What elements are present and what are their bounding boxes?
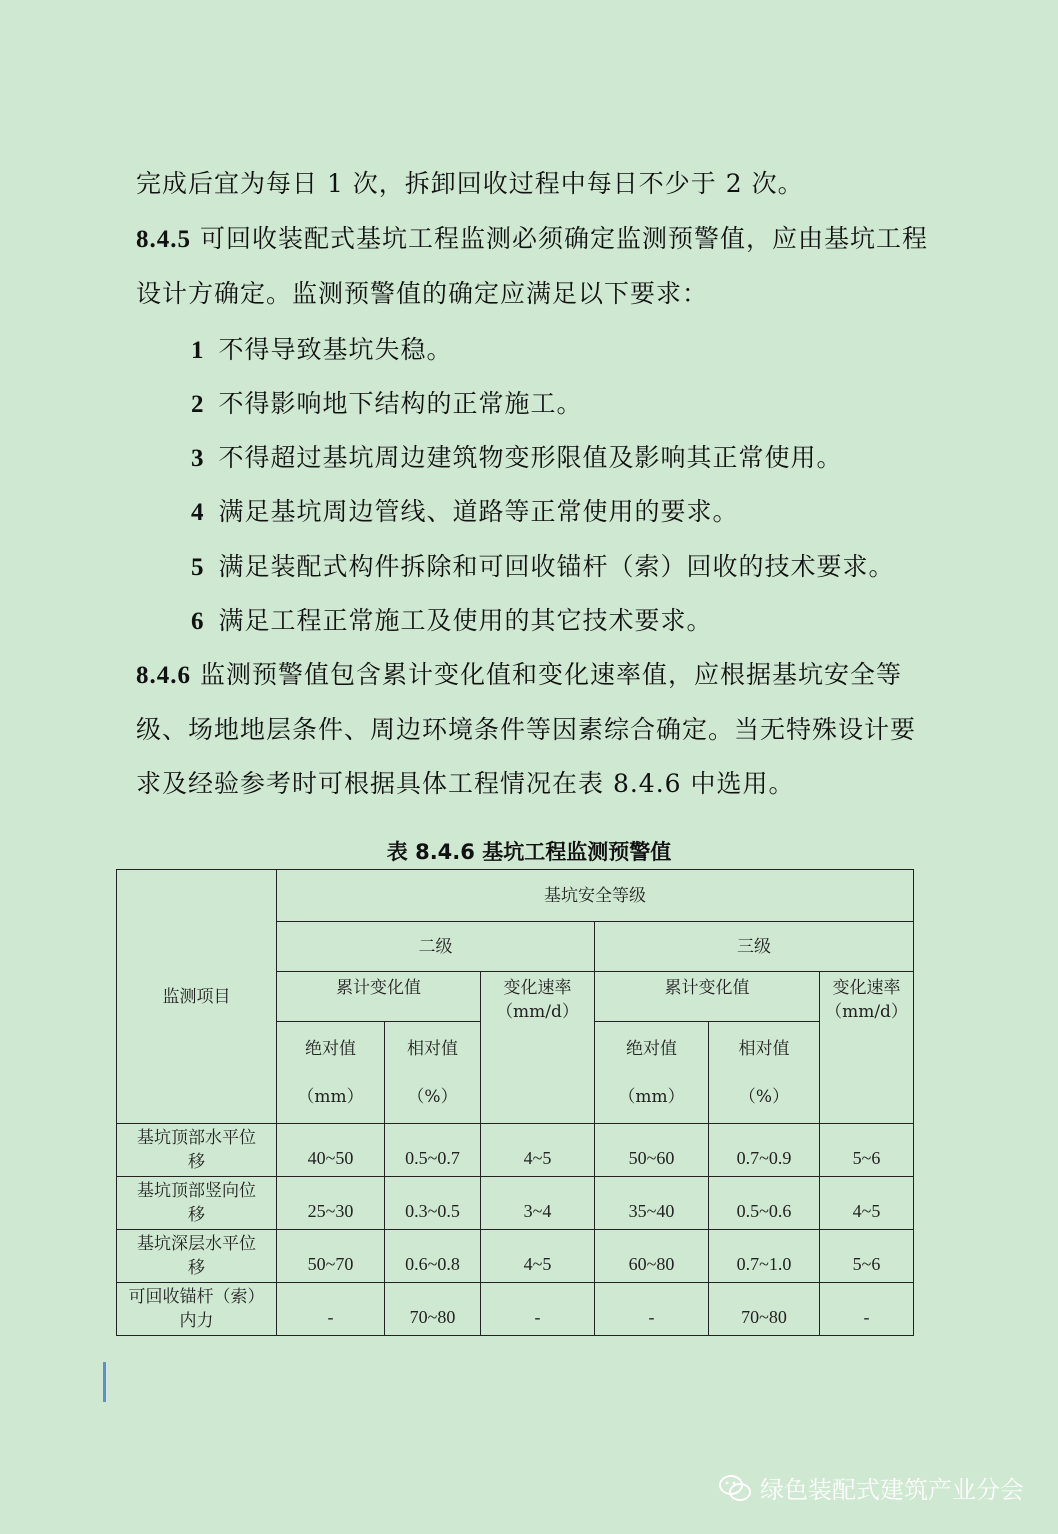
relative-unit: （%） [738,1086,790,1107]
cell-value: 50~70 [277,1230,385,1283]
row-label: 可回收锚杆（索） 内力 [117,1283,277,1336]
header-grade-2: 二级 [277,922,595,972]
cell-value: 0.7~1.0 [709,1230,820,1283]
cell-value: 5~6 [820,1230,914,1283]
list-item [191,606,713,637]
table-row [117,1283,914,1336]
cell-value: 0.6~0.8 [385,1230,481,1283]
relative-label: 相对值 [407,1038,458,1059]
clause-text: 可回收装配式基坑工程监测必须确定监测预警值，应由基坑工程设计方确定。监测预警值的确定应满足以下要求： [136,224,928,308]
cell-value: 40~50 [277,1124,385,1177]
list-item [191,497,739,528]
rate-line1: 变化速率 [832,978,901,998]
cell-value: 0.5~0.7 [385,1124,481,1177]
cell-value: - [820,1283,914,1336]
cell-value: 5~6 [820,1124,914,1177]
clause-number: 8.4.5 [136,226,191,253]
rate-line1: 变化速率 [503,978,572,998]
wechat-icon [718,1473,752,1503]
cell-value: 4~5 [820,1177,914,1230]
clause-8-4-5 [136,212,936,321]
absolute-unit: （mm） [618,1086,685,1107]
rate-line2: （mm/d） [825,1002,908,1022]
list-item-number: 2 [191,391,205,418]
accent-bar [103,1362,106,1402]
header-rate-2 [481,972,595,1124]
list-item-text: 满足装配式构件拆除和可回收锚杆（索）回收的技术要求。 [218,552,895,581]
list-item-text: 不得影响地下结构的正常施工。 [218,389,583,418]
warning-value-table [116,869,914,1336]
clause-8-4-6 [136,648,936,811]
paragraph-continuation: 完成后宜为每日 1 次，拆卸回收过程中每日不少于 2 次。 [136,169,804,198]
cell-value: 0.5~0.6 [709,1177,820,1230]
cell-value: 0.7~0.9 [709,1124,820,1177]
header-monitoring-item: 监测项目 [117,870,277,1124]
header-rate-3 [820,972,914,1124]
list-item-text: 不得超过基坑周边建筑物变形限值及影响其正常使用。 [218,443,843,472]
cell-value: 0.3~0.5 [385,1177,481,1230]
cell-value: 4~5 [481,1230,595,1283]
list-item [191,552,895,583]
list-item-number: 1 [191,337,205,364]
header-absolute-2 [277,1022,385,1124]
table-row [117,1124,914,1177]
list-item-text: 不得导致基坑失稳。 [218,335,453,364]
relative-label: 相对值 [738,1038,790,1059]
list-item-number: 3 [191,445,205,472]
header-cumulative-2: 累计变化值 [277,972,481,1022]
absolute-unit: （mm） [297,1086,364,1107]
header-relative-3 [709,1022,820,1124]
clause-number: 8.4.6 [136,662,191,689]
list-item-text: 满足工程正常施工及使用的其它技术要求。 [218,606,713,635]
table-caption: 表 8.4.6 基坑工程监测预警值 [386,840,672,864]
header-safety-grade: 基坑安全等级 [277,870,914,922]
row-label: 基坑顶部水平位 移 [117,1124,277,1177]
cell-value: 35~40 [595,1177,709,1230]
row-label: 基坑顶部竖向位 移 [117,1177,277,1230]
header-grade-3: 三级 [595,922,914,972]
list-item-number: 4 [191,499,205,526]
table-row [117,1177,914,1230]
cell-value: 3~4 [481,1177,595,1230]
cell-value: 70~80 [709,1283,820,1336]
table-row [117,1230,914,1283]
watermark [718,1470,1024,1505]
cell-value: 25~30 [277,1177,385,1230]
list-item [191,335,453,366]
cell-value: - [595,1283,709,1336]
header-absolute-3 [595,1022,709,1124]
relative-unit: （%） [407,1086,458,1107]
list-item-number: 6 [191,608,205,635]
list-item-text: 满足基坑周边管线、道路等正常使用的要求。 [218,497,739,526]
cell-value: 70~80 [385,1283,481,1336]
cell-value: 4~5 [481,1124,595,1177]
header-cumulative-3: 累计变化值 [595,972,820,1022]
clause-text: 监测预警值包含累计变化值和变化速率值，应根据基坑安全等级、场地地层条件、周边环境条件等因素综合确定。当无特殊设计要求及经验参考时可根据具体工程情况在表 8.4.6 中选用。 [136,660,917,798]
absolute-label: 绝对值 [626,1038,677,1059]
cell-value: 50~60 [595,1124,709,1177]
list-item-number: 5 [191,554,205,581]
cell-value: 60~80 [595,1230,709,1283]
header-relative-2 [385,1022,481,1124]
list-item [191,443,843,474]
absolute-label: 绝对值 [305,1038,356,1059]
cell-value: - [277,1283,385,1336]
list-item [191,389,583,420]
rate-line2: （mm/d） [496,1002,579,1022]
row-label: 基坑深层水平位 移 [117,1230,277,1283]
cell-value: - [481,1283,595,1336]
watermark-label: 绿色装配式建筑产业分会 [760,1476,1024,1504]
